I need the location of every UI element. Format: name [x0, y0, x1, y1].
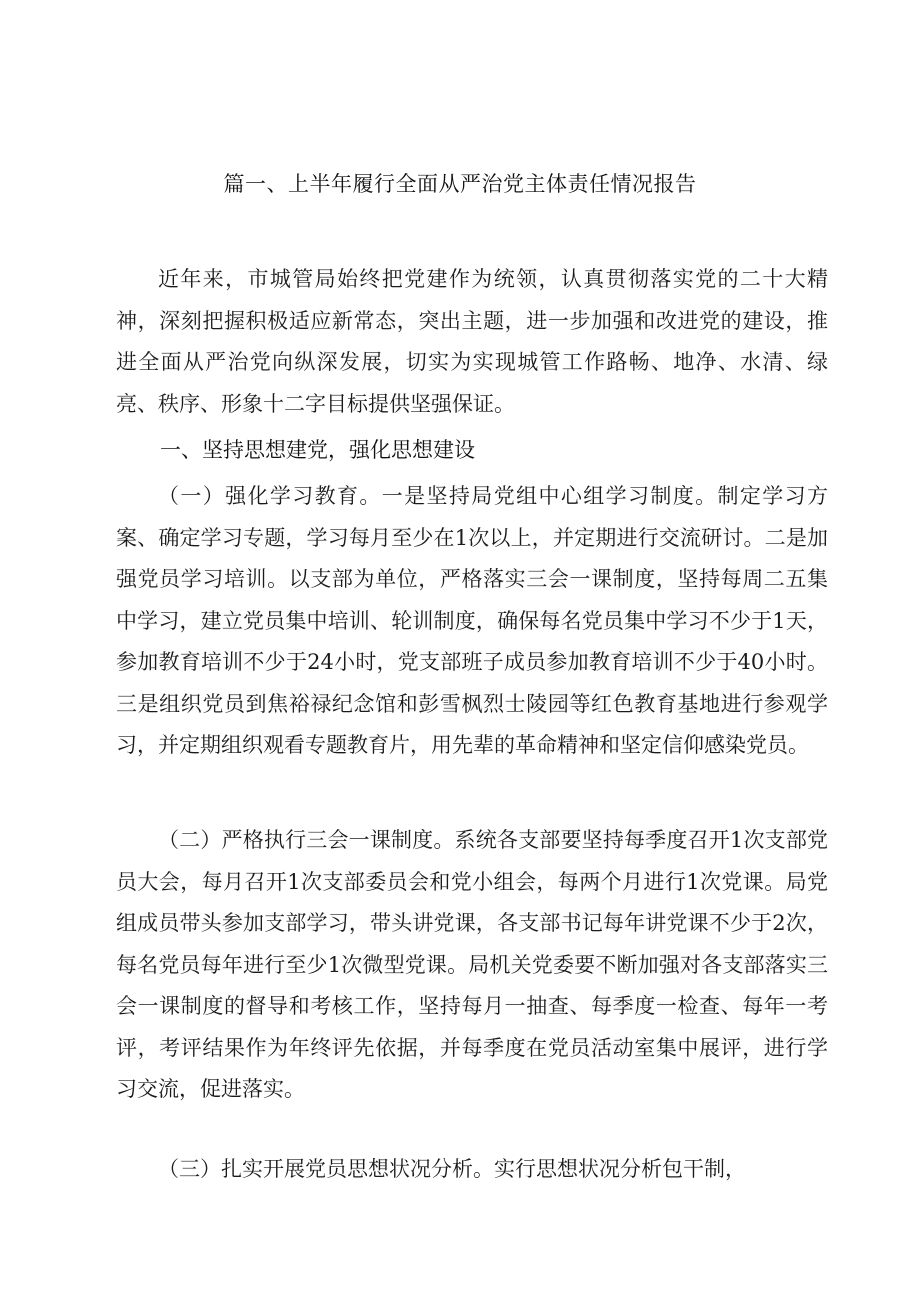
body-paragraph-1: （一）强化学习教育。一是坚持局党组中心组学习制度。制定学习方案、确定学习专题，学习每月至少在1次以上，并定期进行交流研讨。二是加强党员学习培训。以支部为单位，严格落实三会一课制度，坚持每周二五集中学习，建立党员集中培训、轮训制度，确保每名党员集中学习不少于1天，参加教育培训不少于24小时，党支部班子成员参加教育培训不少于40小时。三是组织党员到焦裕禄纪念馆和彭雪枫烈士陵园等红色教育基地进行参观学习，并定期组织观看专题教育片，用先辈的革命精神和坚定信仰感染党员。: [116, 484, 828, 757]
body-paragraph-2: （二）严格执行三会一课制度。系统各支部要坚持每季度召开1次支部党员大会，每月召开1次支部委员会和党小组会，每两个月进行1次党课。局党组成员带头参加支部学习，带头讲党课，各支部书记每年讲党课不少于2次，每名党员每年进行至少1次微型党课。局机关党委要不断加强对各支部落实三会一课制度的督导和考核工作，坚持每月一抽查、每季度一检查、每年一考评，考评结果作为年终评先依据，并每季度在党员活动室集中展评，进行学习交流，促进落实。: [116, 828, 828, 1101]
body-paragraph-3: （三）扎实开展党员思想状况分析。实行思想状况分析包干制，: [158, 1157, 746, 1181]
section-heading: 一、坚持思想建党，强化思想建设: [160, 438, 475, 462]
intro-paragraph: 近年来，市城管局始终把党建作为统领，认真贯彻落实党的二十大精神，深刻把握积极适应新常态，突出主题，进一步加强和改进党的建设，推进全面从严治党向纵深发展，切实为实现城管工作路畅、地净、水清、绿亮、秩序、形象十二字目标提供坚强保证。: [116, 267, 828, 416]
document-title: 篇一、上半年履行全面从严治党主体责任情况报告: [223, 172, 697, 196]
